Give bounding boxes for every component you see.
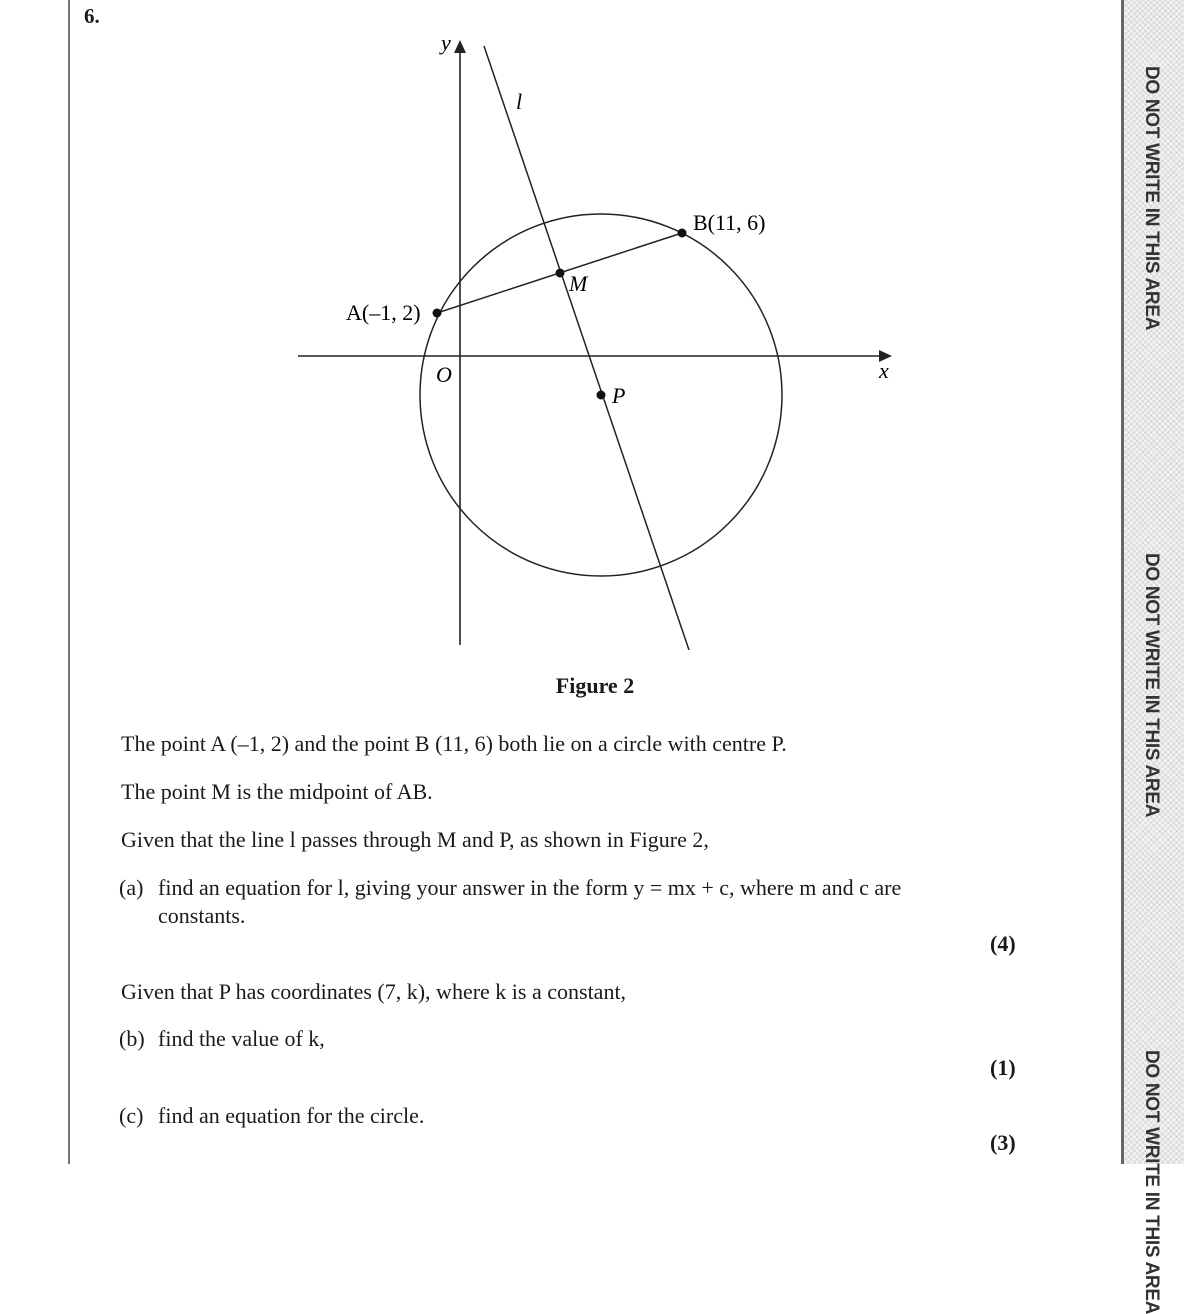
figure-caption: Figure 2 bbox=[555, 673, 635, 698]
intro-text-3: Given that the line l passes through M and P, as shown in Figure 2, bbox=[121, 827, 709, 852]
margin-warning-2: DO NOT WRITE IN THIS AREA bbox=[1141, 553, 1162, 818]
point-a-label: A(–1, 2) bbox=[346, 300, 421, 325]
margin-warning-1: DO NOT WRITE IN THIS AREA bbox=[1141, 66, 1162, 331]
part-b-label: (b) bbox=[119, 1026, 145, 1051]
part-c-marks: (3) bbox=[990, 1130, 1016, 1155]
origin-label: O bbox=[436, 362, 452, 387]
part-b-marks: (1) bbox=[990, 1055, 1016, 1080]
point-a-dot bbox=[433, 309, 442, 318]
y-axis-arrow bbox=[454, 40, 466, 53]
point-m-dot bbox=[556, 269, 565, 278]
part-b-text: find the value of k, bbox=[158, 1026, 325, 1051]
figure-2-diagram bbox=[0, 0, 1110, 700]
part-a-marks: (4) bbox=[990, 931, 1016, 956]
point-m-label: M bbox=[569, 271, 588, 296]
x-axis-label: x bbox=[879, 358, 889, 383]
point-p-dot bbox=[597, 391, 606, 400]
do-not-write-margin bbox=[1124, 0, 1184, 1314]
point-b-dot bbox=[678, 229, 687, 238]
line-l bbox=[484, 46, 689, 650]
line-l-label: l bbox=[516, 89, 523, 114]
part-c-label: (c) bbox=[119, 1103, 144, 1128]
margin-warning-3: DO NOT WRITE IN THIS AREA bbox=[1141, 1050, 1162, 1314]
point-b-label: B(11, 6) bbox=[693, 210, 766, 235]
question-number: 6. bbox=[84, 4, 100, 28]
point-p-label: P bbox=[612, 383, 626, 408]
intro-text-2: The point M is the midpoint of AB. bbox=[121, 779, 433, 804]
part-a-label: (a) bbox=[119, 875, 144, 900]
intro-text-1: The point A (–1, 2) and the point B (11, 6) both lie on a circle with centre P. bbox=[121, 731, 787, 756]
y-axis-label: y bbox=[441, 30, 451, 55]
intro-text-4: Given that P has coordinates (7, k), where k is a constant, bbox=[121, 979, 627, 1004]
part-a-text: find an equation for l, giving your answer in the form y = mx + c, where m and c are constants. bbox=[158, 875, 902, 928]
part-c-text: find an equation for the circle. bbox=[158, 1103, 425, 1128]
